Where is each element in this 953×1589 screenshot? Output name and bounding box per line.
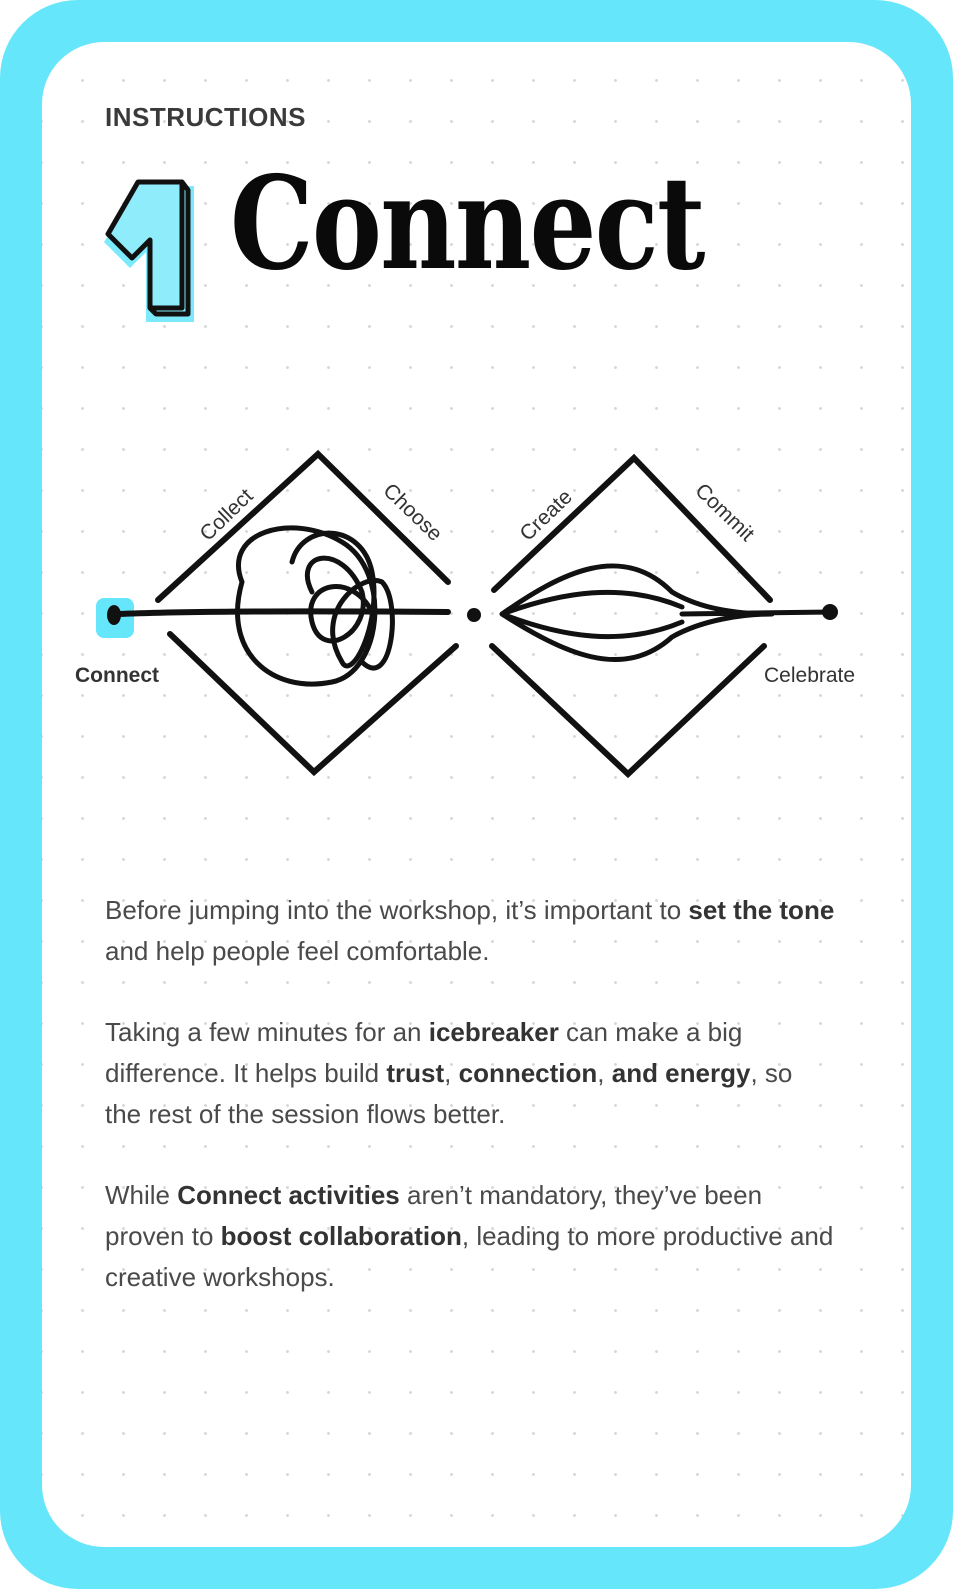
right-diamond-bottom (492, 646, 764, 774)
scribble-mark (238, 528, 393, 684)
body-text: can make a big difference. It helps build (105, 1017, 743, 1088)
emphasis-text: trust (386, 1058, 445, 1088)
body-copy (105, 890, 835, 1338)
body-text: Taking a few minutes for an (105, 1017, 429, 1047)
emphasis-text: Connect activities (177, 1180, 400, 1210)
instruction-card (42, 42, 911, 1547)
label-create: Create (515, 485, 577, 546)
double-diamond-diagram (62, 432, 892, 792)
body-text: , leading to more productive and creative workshops. (105, 1221, 834, 1292)
timeline-line-left (118, 611, 448, 614)
emphasis-text: boost collaboration (220, 1221, 462, 1251)
paragraph-1 (105, 890, 835, 972)
left-diamond-bottom (170, 634, 456, 772)
end-dot (822, 604, 838, 620)
body-text: While (105, 1180, 178, 1210)
converging-lines (502, 566, 832, 660)
middle-dot (467, 608, 481, 622)
emphasis-text: icebreaker (428, 1017, 559, 1047)
step-number-text: 1 (102, 169, 110, 186)
emphasis-text: set the tone (688, 895, 835, 925)
label-commit: Commit (690, 479, 759, 546)
body-text: , (444, 1058, 459, 1088)
body-text: and help people feel comfortable. (105, 936, 490, 966)
card-title: Connect (230, 149, 704, 299)
label-collect: Collect (195, 484, 258, 546)
body-text: aren’t mandatory, they’ve been proven to (105, 1180, 763, 1251)
paragraph-3 (105, 1175, 835, 1298)
paragraph-2 (105, 1012, 835, 1135)
emphasis-text: connection (458, 1058, 598, 1088)
eyebrow-label: INSTRUCTIONS (105, 102, 306, 132)
step-number-badge (102, 169, 212, 332)
label-choose: Choose (378, 479, 447, 546)
label-connect: Connect (75, 664, 159, 687)
label-celebrate: Celebrate (764, 664, 856, 687)
body-text: Before jumping into the workshop, it’s important to (105, 895, 689, 925)
emphasis-text: and energy (611, 1058, 751, 1088)
step-number-icon (102, 169, 212, 332)
body-text: , so the rest of the session flows better. (105, 1058, 793, 1129)
body-text: , (597, 1058, 612, 1088)
